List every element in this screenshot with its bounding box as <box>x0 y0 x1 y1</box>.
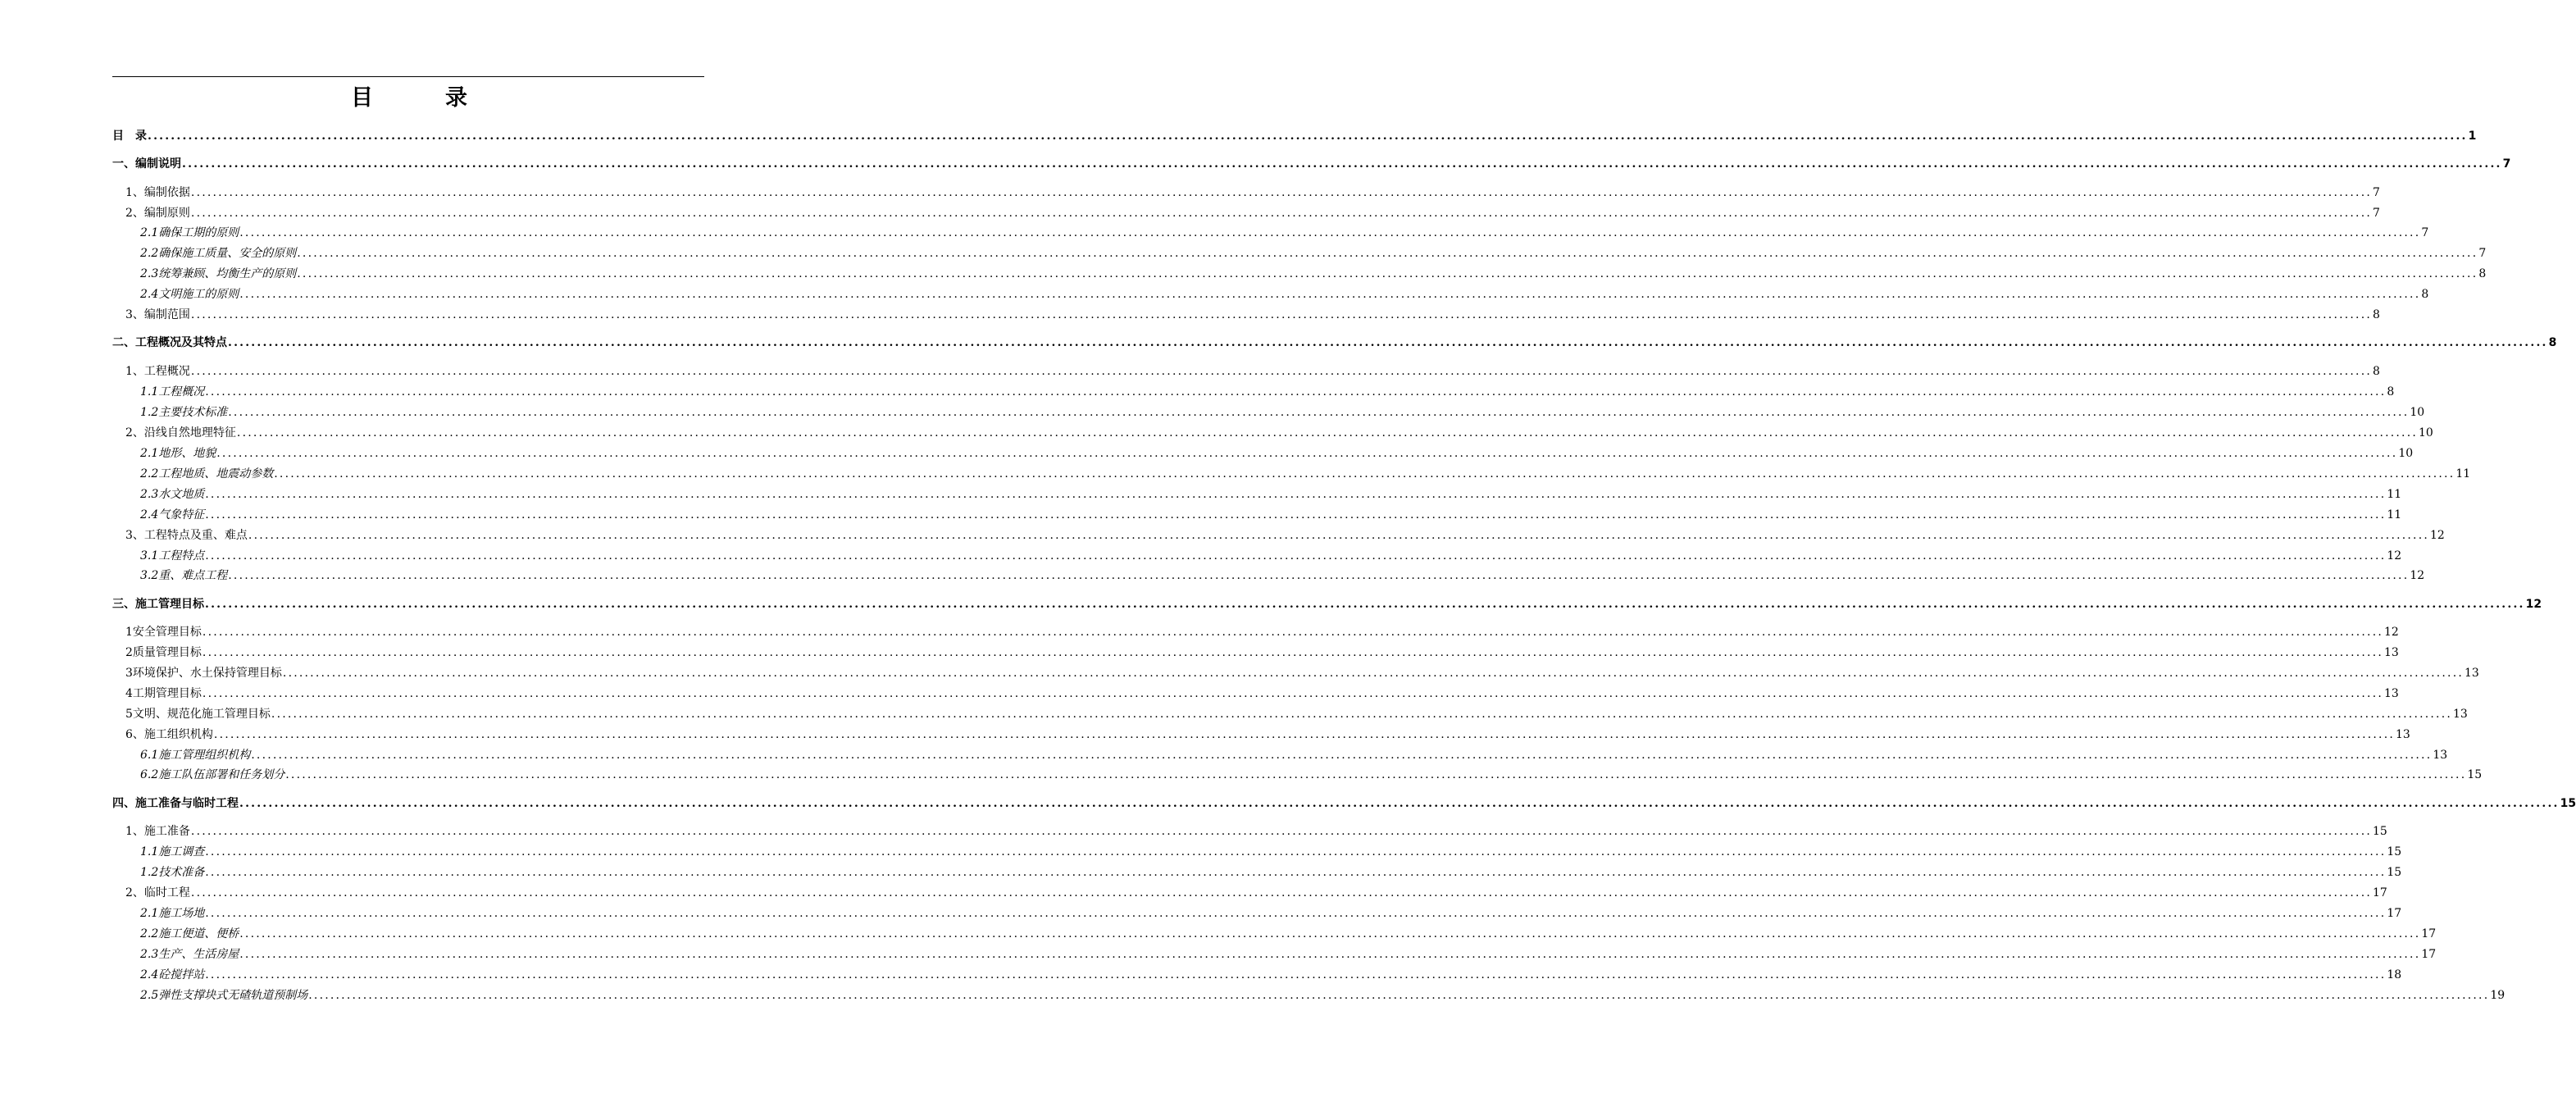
toc-leader-dots: ................................................................................................................................................................................................................................................................................................................................................................................................................ <box>285 768 2467 781</box>
toc-entry[interactable] <box>140 404 2425 421</box>
toc-entry[interactable] <box>140 286 2429 303</box>
toc-page-number: 11 <box>2387 508 2402 521</box>
toc-entry-label: 1、编制依据 <box>125 186 190 199</box>
toc-page-number: 12 <box>2430 529 2445 542</box>
toc-entry[interactable] <box>140 445 2414 462</box>
toc-page-number: 10 <box>2398 447 2414 460</box>
toc-leader-dots: ................................................................................................................................................................................................................................................................................................................................................................................................................ <box>239 797 2560 810</box>
toc-page-number: 8 <box>2387 385 2395 398</box>
toc-entry[interactable] <box>125 527 2445 544</box>
toc-entry-label: 2.1施工场地 <box>140 907 205 920</box>
toc-entry-label: 1.2主要技术标准 <box>140 406 228 419</box>
toc-entry-label: 1安全管理目标 <box>125 626 202 639</box>
toc-page-number: 17 <box>2421 927 2437 940</box>
toc-leader-dots: ................................................................................................................................................................................................................................................................................................................................................................................................................ <box>202 646 2383 659</box>
toc-leader-dots: ................................................................................................................................................................................................................................................................................................................................................................................................................ <box>228 569 2410 582</box>
toc-entry-label: 3、编制范围 <box>125 308 190 321</box>
toc-entry-label: 目 录 <box>112 130 147 143</box>
toc-leader-dots: ................................................................................................................................................................................................................................................................................................................................................................................................................ <box>308 989 2490 1002</box>
toc-entry[interactable] <box>140 967 2402 983</box>
toc-leader-dots: ................................................................................................................................................................................................................................................................................................................................................................................................................ <box>190 186 2372 199</box>
toc-leader-dots: ................................................................................................................................................................................................................................................................................................................................................................................................................ <box>239 226 2421 239</box>
toc-entry[interactable] <box>125 307 2380 323</box>
toc-page-number: 7 <box>2421 226 2429 239</box>
toc-entry-label: 四、施工准备与临时工程 <box>112 797 239 810</box>
toc-entry-label: 1.2技术准备 <box>140 866 205 879</box>
toc-entry[interactable] <box>125 425 2433 441</box>
toc-leader-dots: ................................................................................................................................................................................................................................................................................................................................................................................................................ <box>228 336 2548 349</box>
toc-page-number: 15 <box>2373 825 2387 838</box>
toc-page-number: 15 <box>2467 768 2483 781</box>
toc-page-number: 10 <box>2419 426 2433 439</box>
toc-leader-dots: ................................................................................................................................................................................................................................................................................................................................................................................................................ <box>205 598 2525 611</box>
toc-page-number: 8 <box>2373 365 2380 378</box>
toc-entry-label: 2、编制原则 <box>125 207 190 220</box>
toc-entry-label: 2.1确保工期的原则 <box>140 226 239 239</box>
toc-entry-label: 2.3统筹兼顾、均衡生产的原则 <box>140 267 297 280</box>
toc-entry-label: 1、施工准备 <box>125 825 190 838</box>
toc-entry[interactable] <box>125 205 2380 221</box>
toc-page-number: 8 <box>2421 288 2429 301</box>
toc-page-number: 17 <box>2387 907 2402 920</box>
toc-page-number: 10 <box>2410 406 2425 419</box>
toc-entry[interactable] <box>125 685 2399 702</box>
toc-entry-label: 1.1工程概况 <box>140 385 205 398</box>
toc-entry[interactable] <box>140 926 2437 942</box>
toc-page-number: 17 <box>2421 948 2437 961</box>
toc-page-number: 13 <box>2433 749 2448 762</box>
toc-page-number: 13 <box>2384 646 2399 659</box>
toc-page-number: 19 <box>2490 989 2505 1002</box>
toc-leader-dots: ................................................................................................................................................................................................................................................................................................................................................................................................................ <box>239 288 2421 301</box>
toc-entry-label: 3环境保护、水土保持管理目标 <box>125 667 282 680</box>
toc-page-number: 8 <box>2373 308 2380 321</box>
header-rule <box>112 76 704 77</box>
toc-leader-dots: ................................................................................................................................................................................................................................................................................................................................................................................................................ <box>190 365 2372 378</box>
toc-page-number: 8 <box>2478 267 2487 280</box>
toc-entry[interactable] <box>140 767 2483 783</box>
toc-entry[interactable] <box>125 665 2479 681</box>
toc-entry[interactable] <box>125 823 2387 840</box>
toc-leader-dots: ................................................................................................................................................................................................................................................................................................................................................................................................................ <box>251 749 2433 762</box>
toc-leader-dots: ................................................................................................................................................................................................................................................................................................................................................................................................................ <box>205 907 2387 920</box>
toc-leader-dots: ................................................................................................................................................................................................................................................................................................................................................................................................................ <box>190 308 2372 321</box>
toc-entry[interactable] <box>125 184 2380 201</box>
toc-entry[interactable] <box>125 624 2399 640</box>
toc-entry-label: 6.1施工管理组织机构 <box>140 749 251 762</box>
toc-entry-label: 3.1工程特点 <box>140 549 205 562</box>
toc-leader-dots: ................................................................................................................................................................................................................................................................................................................................................................................................................ <box>205 549 2387 562</box>
toc-entry-label: 2.3生产、生活房屋 <box>140 948 239 961</box>
toc-entry[interactable] <box>140 946 2437 963</box>
toc-page-number: 13 <box>2396 728 2410 741</box>
toc-entry[interactable] <box>140 548 2402 564</box>
toc-leader-dots: ................................................................................................................................................................................................................................................................................................................................................................................................................ <box>228 406 2410 419</box>
toc-entry-label: 3.2重、难点工程 <box>140 569 228 582</box>
toc-page-number: 18 <box>2387 968 2402 981</box>
toc-leader-dots: ................................................................................................................................................................................................................................................................................................................................................................................................................ <box>202 687 2383 700</box>
toc-entry-label: 2.1地形、地貌 <box>140 447 216 460</box>
toc-entry[interactable] <box>125 363 2380 380</box>
toc-entry[interactable] <box>140 747 2448 763</box>
toc-leader-dots: ................................................................................................................................................................................................................................................................................................................................................................................................................ <box>202 626 2383 639</box>
toc-page-number: 12 <box>2410 569 2425 582</box>
toc-leader-dots: ................................................................................................................................................................................................................................................................................................................................................................................................................ <box>148 130 2468 143</box>
toc-entry-label: 2、沿线自然地理特征 <box>125 426 236 439</box>
toc-entry-label: 1.1施工调查 <box>140 845 205 858</box>
toc-leader-dots: ................................................................................................................................................................................................................................................................................................................................................................................................................ <box>271 708 2452 721</box>
toc-leader-dots: ................................................................................................................................................................................................................................................................................................................................................................................................................ <box>205 488 2387 501</box>
toc-entry[interactable] <box>112 335 2557 351</box>
toc-page-number: 1 <box>2468 130 2477 143</box>
toc-entry[interactable] <box>140 507 2402 523</box>
toc-leader-dots: ................................................................................................................................................................................................................................................................................................................................................................................................................ <box>297 267 2478 280</box>
toc-entry-label: 6.2施工队伍部署和任务划分 <box>140 768 285 781</box>
toc-entry[interactable] <box>112 596 2542 612</box>
toc-entry-label: 5文明、规范化施工管理目标 <box>125 708 271 721</box>
toc-page-number: 15 <box>2560 797 2576 810</box>
toc-entry[interactable] <box>140 864 2402 881</box>
toc-entry[interactable] <box>140 567 2425 584</box>
toc-leader-dots: ................................................................................................................................................................................................................................................................................................................................................................................................................ <box>205 845 2387 858</box>
toc-leader-dots: ................................................................................................................................................................................................................................................................................................................................................................................................................ <box>190 207 2372 220</box>
toc-leader-dots: ................................................................................................................................................................................................................................................................................................................................................................................................................ <box>213 728 2395 741</box>
toc-entry[interactable] <box>140 987 2505 1004</box>
toc-entry[interactable] <box>140 905 2402 922</box>
toc-entry[interactable] <box>140 844 2402 860</box>
toc-leader-dots: ................................................................................................................................................................................................................................................................................................................................................................................................................ <box>282 667 2464 680</box>
toc-entry[interactable] <box>140 486 2402 503</box>
toc-entry[interactable] <box>112 156 2511 172</box>
toc-entry-label: 一、编制说明 <box>112 157 181 171</box>
toc-page-number: 12 <box>2387 549 2402 562</box>
toc-entry-label: 2.2施工便道、便桥 <box>140 927 239 940</box>
toc-entry-label: 2.4文明施工的原则 <box>140 288 239 301</box>
toc-page-number: 13 <box>2464 667 2479 680</box>
toc-leader-dots: ................................................................................................................................................................................................................................................................................................................................................................................................................ <box>190 825 2372 838</box>
toc-entry[interactable] <box>125 726 2410 743</box>
toc-page-number: 15 <box>2387 866 2402 879</box>
toc-entry-label: 二、工程概况及其特点 <box>112 336 227 349</box>
toc-page-number: 12 <box>2384 626 2399 639</box>
toc-entry-label: 6、施工组织机构 <box>125 728 213 741</box>
toc-page-number: 7 <box>2478 247 2487 260</box>
toc-page-number: 13 <box>2384 687 2399 700</box>
toc-page-number: 12 <box>2525 598 2542 611</box>
toc-entry[interactable] <box>125 644 2399 661</box>
toc-entry-label: 1、工程概况 <box>125 365 190 378</box>
toc-page-number: 11 <box>2387 488 2402 501</box>
toc-leader-dots: ................................................................................................................................................................................................................................................................................................................................................................................................................ <box>216 447 2398 460</box>
toc-entry-label: 2、临时工程 <box>125 886 190 899</box>
toc-entry[interactable] <box>140 245 2487 262</box>
toc-entry-label: 2质量管理目标 <box>125 646 202 659</box>
title-char-2: 录 <box>445 85 467 111</box>
toc-leader-dots: ................................................................................................................................................................................................................................................................................................................................................................................................................ <box>274 467 2455 480</box>
toc-entry[interactable] <box>140 225 2429 241</box>
toc-leader-dots: ................................................................................................................................................................................................................................................................................................................................................................................................................ <box>297 247 2478 260</box>
toc-leader-dots: ................................................................................................................................................................................................................................................................................................................................................................................................................ <box>239 927 2421 940</box>
toc-entry-label: 3、工程特点及重、难点 <box>125 529 248 542</box>
toc-entry-label: 2.3水文地质 <box>140 488 205 501</box>
toc-page-number: 7 <box>2373 207 2380 220</box>
toc-leader-dots: ................................................................................................................................................................................................................................................................................................................................................................................................................ <box>248 529 2429 542</box>
toc-page-number: 13 <box>2453 708 2468 721</box>
toc-entry-label: 2.4气象特征 <box>140 508 205 521</box>
toc-leader-dots: ................................................................................................................................................................................................................................................................................................................................................................................................................ <box>205 385 2387 398</box>
toc-page-number: 8 <box>2548 336 2557 349</box>
page-title <box>0 84 779 113</box>
toc-entry[interactable] <box>112 795 2576 812</box>
toc-entry[interactable] <box>112 128 2477 144</box>
toc-entry-label: 2.2工程地质、地震动参数 <box>140 467 274 480</box>
toc-leader-dots: ................................................................................................................................................................................................................................................................................................................................................................................................................ <box>205 866 2387 879</box>
toc-entry[interactable] <box>140 266 2487 282</box>
toc-leader-dots: ................................................................................................................................................................................................................................................................................................................................................................................................................ <box>239 948 2421 961</box>
toc-page-number: 7 <box>2502 157 2511 171</box>
toc-leader-dots: ................................................................................................................................................................................................................................................................................................................................................................................................................ <box>190 886 2372 899</box>
toc-page-number: 7 <box>2373 186 2380 199</box>
toc-leader-dots: ................................................................................................................................................................................................................................................................................................................................................................................................................ <box>205 508 2387 521</box>
toc-leader-dots: ................................................................................................................................................................................................................................................................................................................................................................................................................ <box>236 426 2418 439</box>
title-char-1: 目 <box>351 85 373 111</box>
toc-entry[interactable] <box>140 466 2471 482</box>
toc-leader-dots: ................................................................................................................................................................................................................................................................................................................................................................................................................ <box>205 968 2387 981</box>
toc-entry-label: 2.2确保施工质量、安全的原则 <box>140 247 297 260</box>
toc-page-number: 15 <box>2387 845 2402 858</box>
toc-page-number: 11 <box>2455 467 2471 480</box>
toc-entry-label: 三、施工管理目标 <box>112 598 204 611</box>
toc-entry-label: 2.4砼搅拌站 <box>140 968 205 981</box>
toc-entry[interactable] <box>125 885 2387 901</box>
toc-entry-label: 4工期管理目标 <box>125 687 202 700</box>
toc-page-number: 17 <box>2373 886 2387 899</box>
toc-entry[interactable] <box>125 706 2468 722</box>
toc-leader-dots: ................................................................................................................................................................................................................................................................................................................................................................................................................ <box>182 157 2502 171</box>
toc-entry-label: 2.5弹性支撑块式无碴轨道预制场 <box>140 989 308 1002</box>
toc-entry[interactable] <box>140 384 2395 400</box>
